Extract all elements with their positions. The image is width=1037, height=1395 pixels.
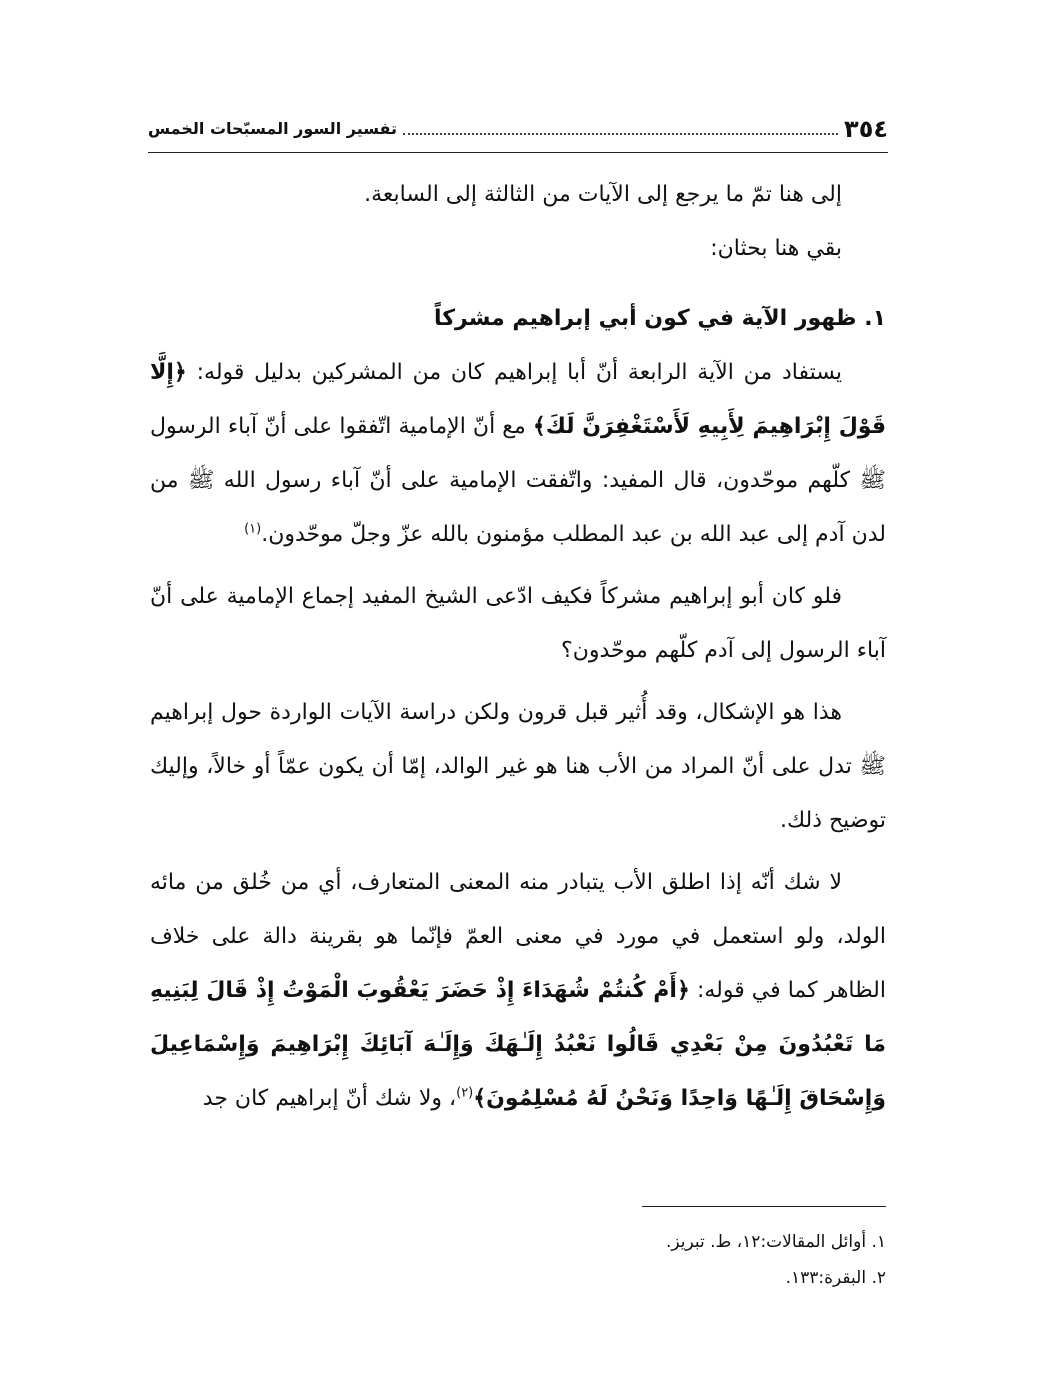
paragraph-verse-evidence [150,346,886,562]
paragraph-gap [150,848,886,856]
page-number: ٣٥٤ [844,115,888,143]
footnote-1: ١. أوائل المقالات:١٢، ط. تبريز. [665,1232,886,1252]
paragraph-gap [150,678,886,686]
section-heading: ١. ظهور الآية في كون أبي إبراهيم مشركاً [434,306,886,331]
paragraph-two-topics: بقي هنا بحثان: [710,236,842,261]
paragraph-text: مع أنّ الإمامية اتّفقوا على أنّ آباء الرسول ﷺ كلّهم موحّدون، قال المفيد: واتّفقت الإمامية على أنّ آباء رسول الله ﷺ من لدن آدم إلى عبد الله بن عبد المطلب مؤمنون بالله عزّ وجلّ موحّدون. [150,414,886,547]
paragraph-meaning [150,856,886,1126]
paragraph-problem: هذا هو الإشكال، وقد أُثير قبل قرون ولكن دراسة الآيات الواردة حول إبراهيم ﷺ تدل على أنّ المراد من الأب هنا هو غير الوالد، إمّا أن يكون عمّاً أو خالاً، وإليك توضيح ذلك. [150,700,886,833]
quran-verse: ﴿أَمْ كُنتُمْ شُهَدَاءَ إِذْ حَضَرَ يَعْقُوبَ الْمَوْتُ إِذْ قَالَ لِبَنِيهِ مَا تَعْبُدُونَ مِنْ بَعْدِي قَالُوا نَعْبُدُ إِلَـٰهَكَ وَإِلَـٰهَ آبَائِكَ إِبْرَاهِيمَ وَإِسْمَاعِيلَ وَإِسْحَاقَ إِلَـٰهًا وَاحِدًا وَنَحْنُ لَهُ مُسْلِمُونَ﴾ [150,978,886,1111]
header-rule [148,152,888,153]
footnote-2: ٢. البقرة:١٣٣. [785,1268,886,1288]
footnote-rule [642,1206,886,1207]
paragraph-text: لا شك أنّه إذا اطلق الأب يتبادر منه المعنى المتعارف، أي من خُلق من مائه الولد، ولو استعمل في مورد في معنى العمّ فإنّما هو بقرينة دالة على خلاف الظاهر كما في قوله: [150,870,886,1003]
paragraph-gap [150,562,886,570]
quran-verse: ﴿إِلَّا قَوْلَ إِبْرَاهِيمَ لِأَبِيهِ لَأَسْتَغْفِرَنَّ لَكَ﴾ [150,360,886,439]
header-leader-dots [403,133,838,135]
running-header [148,110,888,144]
footnote-ref: (١) [244,521,262,537]
book-title: تفسير السور المسبّحات الخمس [148,119,398,138]
paragraph-question: فلو كان أبو إبراهيم مشركاً فكيف ادّعى الشيخ المفيد إجماع الإمامية على أنّ آباء الرسول إلى آدم كلّهم موحّدون؟ [150,584,886,663]
paragraph-text: ، ولا شك أنّ إبراهيم كان جد [202,1086,457,1111]
page-body [150,168,886,1126]
footnote-ref: (٢) [456,1085,474,1101]
paragraph-intro: إلى هنا تمّ ما يرجع إلى الآيات من الثالثة إلى السابعة. [364,182,842,207]
footnotes [150,1224,886,1296]
paragraph-text: يستفاد من الآية الرابعة أنّ أبا إبراهيم كان من المشركين بدليل قوله: [186,360,842,385]
